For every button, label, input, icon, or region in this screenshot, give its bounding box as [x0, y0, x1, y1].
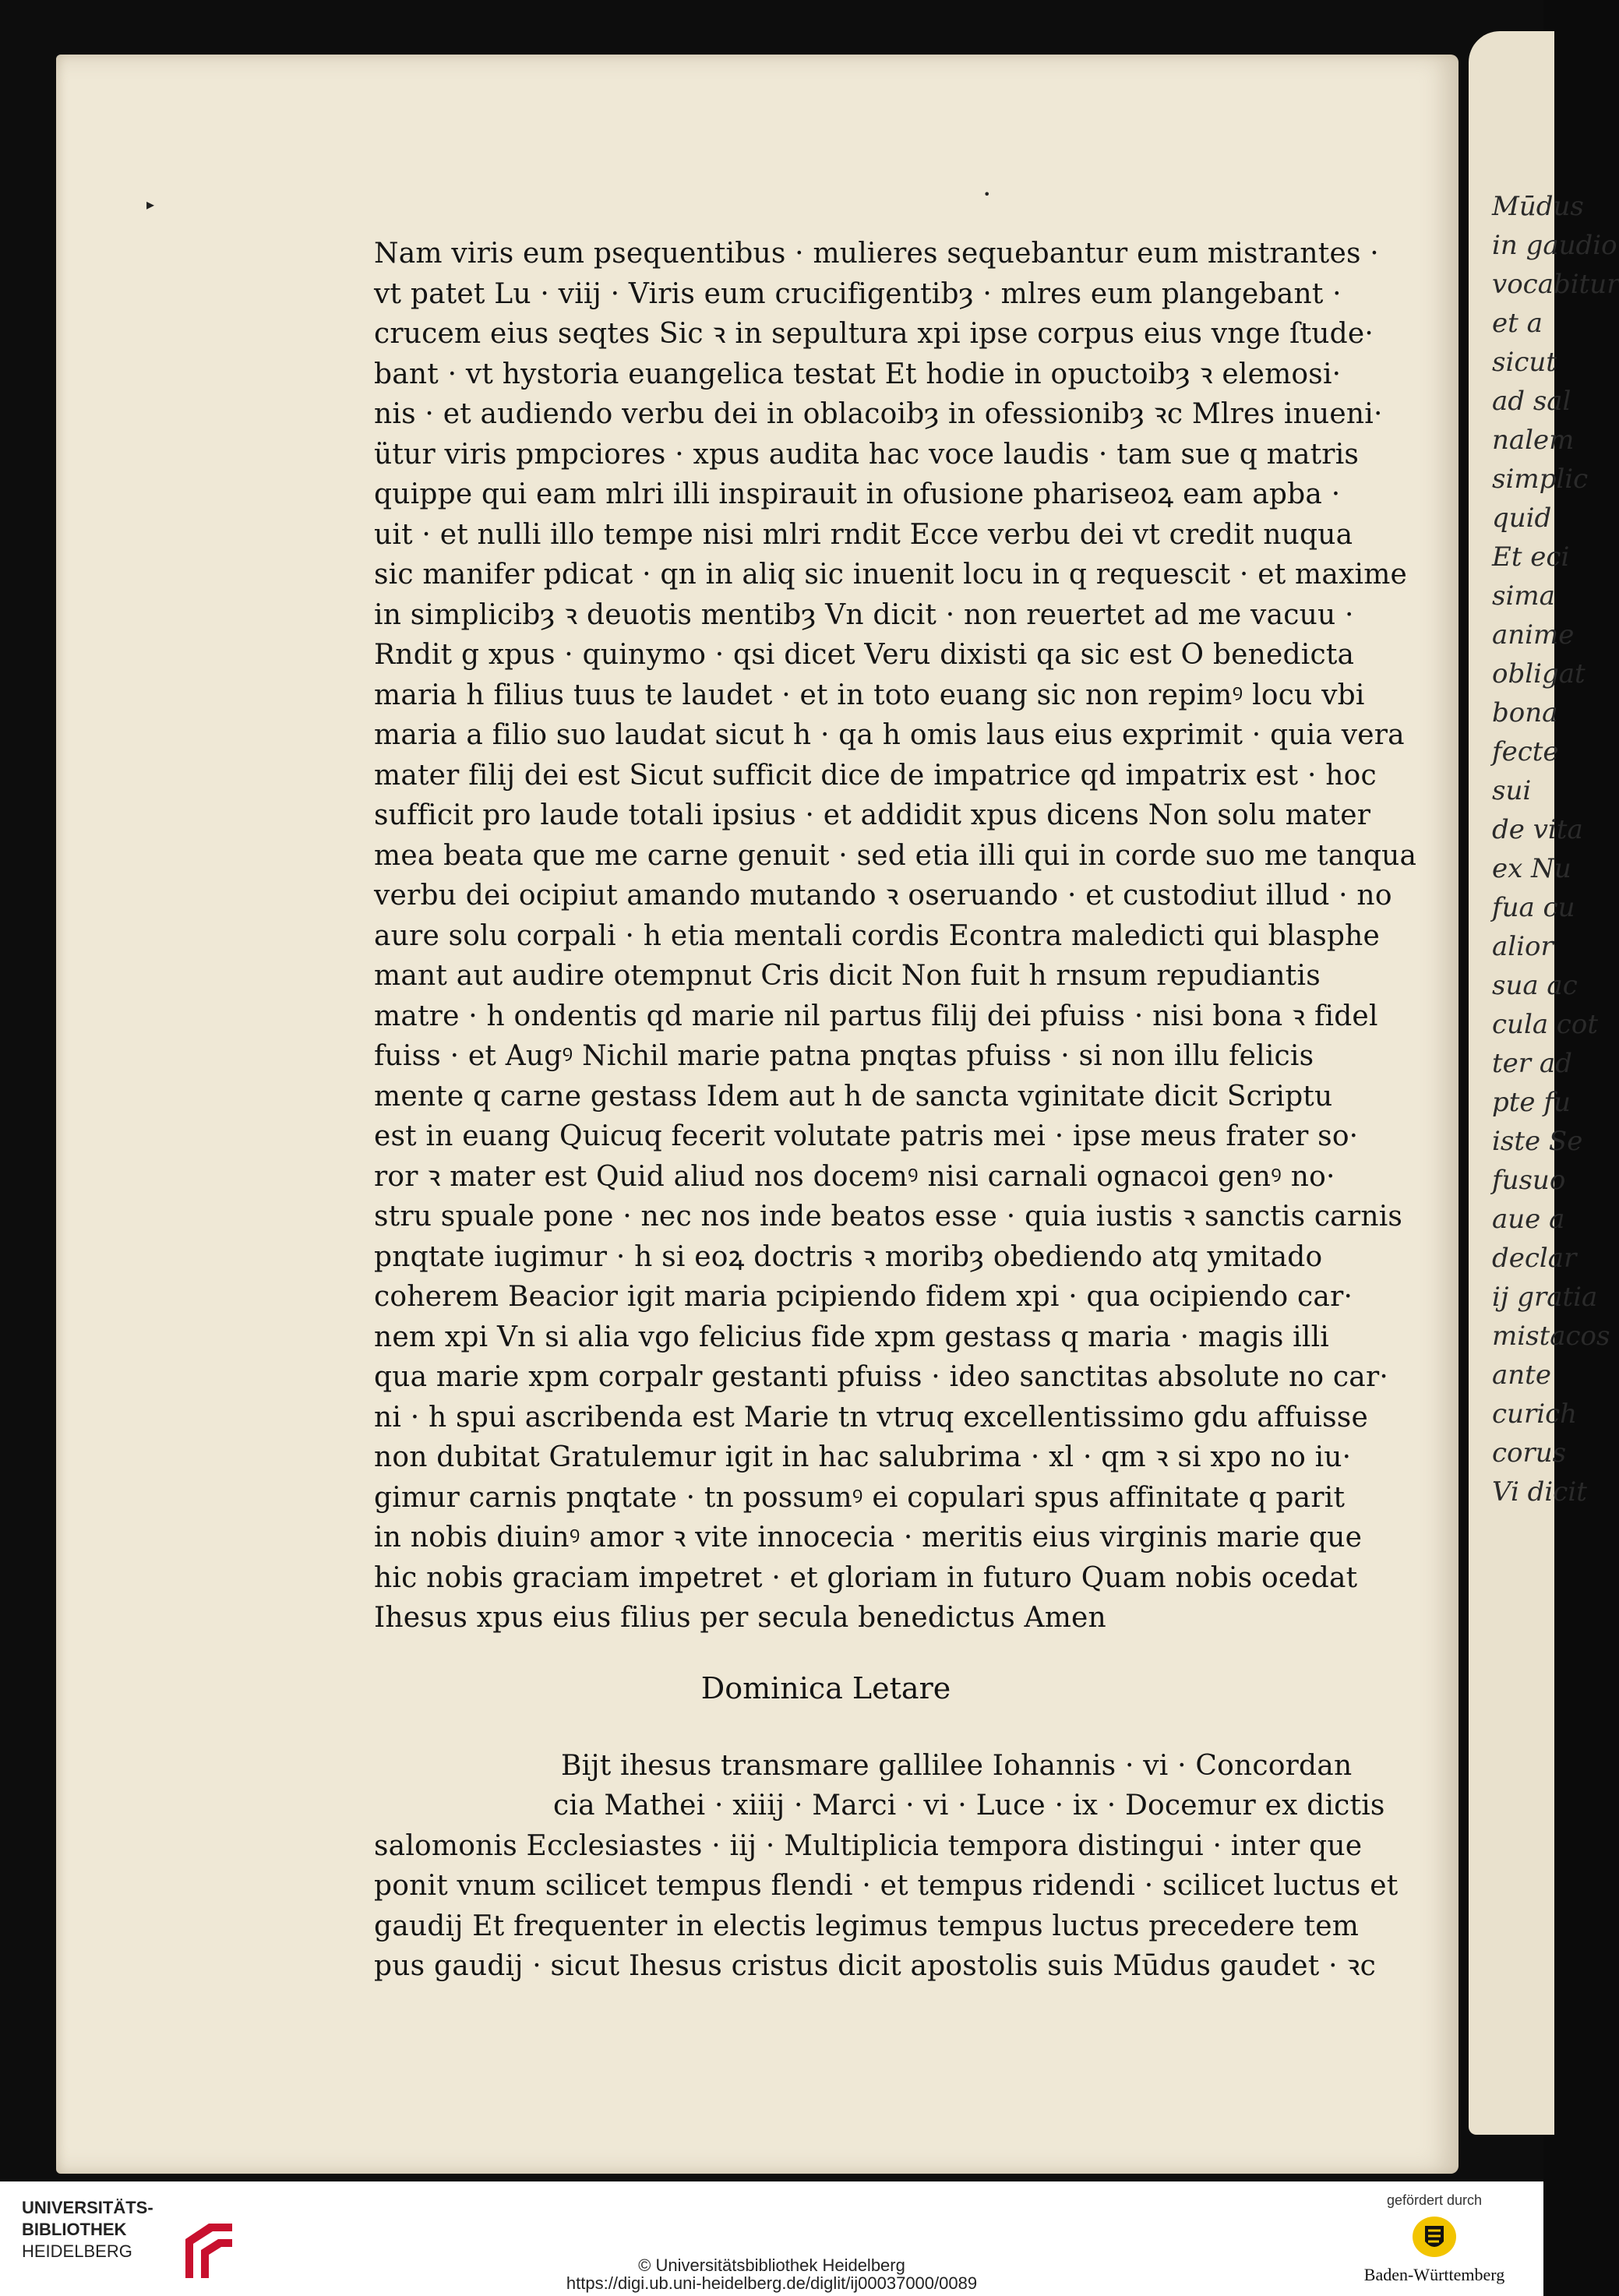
- margin-fragment: bona: [1492, 697, 1558, 728]
- margin-fragment: pte fu: [1492, 1087, 1571, 1118]
- margin-fragment: et a: [1492, 308, 1543, 339]
- permalink[interactable]: https://digi.ub.uni-heidelberg.de/diglit/ij00037000/0089: [566, 2273, 978, 2293]
- main-text-block: [374, 234, 1417, 1638]
- text-line: Nam viris eum psequentibus · mulieres sequebantur eum mistrantes ·: [374, 238, 1379, 270]
- text-line: sufficit pro laude totali ipsius · et addidit xpus dicens Non solu mater: [374, 799, 1371, 831]
- text-line: est in euang Quicuq fecerit volutate patris mei · ipse meus frater so·: [374, 1120, 1359, 1152]
- sponsor-name: Baden-Württemberg: [1363, 2265, 1505, 2284]
- margin-fragment: quid: [1492, 503, 1552, 534]
- section-text-line: ponit vnum scilicet tempus flendi · et tempus ridendi · scilicet luctus et: [374, 1870, 1399, 1902]
- margin-fragment: in gaudio: [1492, 230, 1617, 261]
- margin-fragment: Mūdus: [1492, 191, 1584, 222]
- margin-fragment: iste Se: [1492, 1126, 1583, 1157]
- margin-fragment: Vi dicit: [1492, 1476, 1587, 1508]
- margin-fragment: sima: [1492, 580, 1555, 612]
- text-line: gimur carnis pnqtate · tn possumꝰ ei copulari spus affinitate q parit: [374, 1481, 1346, 1514]
- margin-fragment: corus: [1492, 1437, 1567, 1469]
- margin-fragment: simplic: [1492, 464, 1589, 495]
- text-line: mente q carne gestass Idem aut h de sancta vginitate dicit Scriptu: [374, 1080, 1333, 1113]
- text-line: maria a filio suo laudat sicut h · qa h omis laus eius exprimit · quia vera: [374, 719, 1405, 751]
- coat-of-arms-icon: [1411, 2215, 1458, 2259]
- text-line: aure solu corpali · h etia mentali cordis Econtra maledicti qui blasphe: [374, 919, 1381, 952]
- margin-fragment: ante: [1492, 1360, 1551, 1391]
- document-body: [374, 234, 1417, 1987]
- text-line: Rndit g xpus · quinymo · qsi dicet Veru dixisti qa sic est O benedicta: [374, 639, 1355, 671]
- margin-fragment: mistacos: [1492, 1321, 1610, 1352]
- sponsor-label: gefördert durch: [1386, 2192, 1483, 2208]
- margin-fragment: ter ad: [1492, 1048, 1572, 1079]
- text-line: nem xpi Vn si alia vgo felicius fide xpm gestass q maria · magis illi: [374, 1321, 1330, 1353]
- section-heading: Dominica Letare: [700, 1670, 951, 1705]
- sponsor-box[interactable]: [1356, 2192, 1512, 2290]
- margin-fragment: ex Nu: [1492, 853, 1571, 884]
- adjacent-page-fragments: [1469, 31, 1619, 1511]
- margin-fragment: ij gratia: [1492, 1282, 1598, 1313]
- margin-fragment: curich: [1492, 1398, 1578, 1430]
- margin-fragment: fecte: [1492, 736, 1559, 767]
- text-line: bant · vt hystoria euangelica testat Et hodie in opuctoibȝ ꝛ elemosi·: [374, 358, 1342, 390]
- text-line: matre · h ondentis qd marie nil partus filij dei pfuiss · nisi bona ꝛ fidel: [374, 1000, 1378, 1032]
- text-line: hic nobis graciam impetret · et gloriam in futuro Quam nobis ocedat: [374, 1561, 1358, 1594]
- page-speck: ▸: [146, 195, 155, 213]
- text-line: mea beata que me carne genuit · sed etia illi qui in corde suo me tanqua: [374, 839, 1417, 872]
- margin-fragment: anime: [1492, 619, 1575, 651]
- text-line: quippe qui eam mlri illi inspirauit in ofusione phariseoꝝ eam apba ·: [374, 478, 1341, 510]
- library-name-line: HEIDELBERG: [22, 2241, 132, 2261]
- margin-fragment: ad sal: [1492, 386, 1571, 417]
- section-text-line: salomonis Ecclesiastes · iij · Multiplicia tempora distingui · inter que: [374, 1829, 1363, 1862]
- library-name-line: UNIVERSITÄTS-: [22, 2198, 153, 2217]
- section-text-line: Bijt ihesus transmare gallilee Iohannis · vi · Concordan: [561, 1749, 1353, 1782]
- text-line: vt patet Lu · viij · Viris eum crucifigentibȝ · mlres eum plangebant ·: [374, 277, 1342, 310]
- section-text-line: gaudij Et frequenter in electis legimus tempus luctus precedere tem: [374, 1910, 1360, 1942]
- section-text-line: pus gaudij · sicut Ihesus cristus dicit apostolis suis Mūdus gaudet · ꝛc: [374, 1950, 1376, 1982]
- copyright-notice: © Universitätsbibliothek Heidelberg: [638, 2255, 905, 2275]
- text-line: mant aut audire otempnut Cris dicit Non fuit h rnsum repudiantis: [374, 960, 1321, 992]
- library-name-line: BIBLIOTHEK: [22, 2220, 127, 2239]
- text-line: sic manifer pdicat · qn in aliq sic inuenit locu in q requescit · et maxime: [374, 559, 1408, 591]
- margin-fragment: obligat: [1492, 658, 1585, 690]
- margin-fragment: sicut: [1492, 347, 1557, 378]
- margin-fragment: aue a: [1492, 1204, 1565, 1235]
- margin-fragment: Et eci: [1492, 541, 1570, 573]
- text-line: verbu dei ocipiut amando mutando ꝛ oseruando · et custodiut illud · no: [374, 880, 1392, 912]
- text-line: in nobis diuinꝰ amor ꝛ vite innocecia · meritis eius virginis marie que: [374, 1522, 1363, 1554]
- text-line: non dubitat Gratulemur igit in hac salubrima · xl · qm ꝛ si xpo no iu·: [374, 1441, 1352, 1473]
- page-speck: •: [983, 187, 991, 202]
- margin-fragment: sua ac: [1492, 970, 1578, 1001]
- section-text-line: cia Mathei · xiiij · Marci · vi · Luce · ix · Docemur ex dictis: [553, 1790, 1385, 1822]
- margin-fragment: vocabitur: [1492, 269, 1619, 300]
- margin-fragment: fua cu: [1492, 892, 1575, 923]
- text-line: ütur viris pmpciores · xpus audita hac voce laudis · tam sue q matris: [374, 438, 1360, 471]
- adjacent-page-edge: [1469, 31, 1619, 2135]
- section-text-block: [374, 1746, 1399, 1987]
- text-line: uit · et nulli illo tempe nisi mlri rndit Ecce verbu dei vt credit nuqua: [374, 518, 1353, 551]
- text-line: maria h filius tuus te laudet · et in toto euang sic non repimꝰ locu vbi: [374, 679, 1365, 711]
- text-line: Ihesus xpus eius filius per secula benedictus Amen: [374, 1602, 1106, 1634]
- margin-fragment: sui: [1492, 775, 1532, 806]
- text-line: stru spuale pone · nec nos inde beatos esse · quia iustis ꝛ sanctis carnis: [374, 1201, 1403, 1233]
- margin-fragment: nalem: [1492, 425, 1575, 456]
- text-line: nis · et audiendo verbu dei in oblacoibȝ in ofessionibȝ ꝛc Mlres inueni·: [374, 398, 1383, 430]
- text-line: in simplicibȝ ꝛ deuotis mentibȝ Vn dicit · non reuertet ad me vacuu ·: [374, 598, 1354, 631]
- text-line: crucem eius seqtes Sic ꝛ in sepultura xpi ipse corpus eius vnge ſtude·: [374, 318, 1374, 350]
- text-line: ror ꝛ mater est Quid aliud nos docemꝰ nisi carnali ognacoi genꝰ no·: [374, 1160, 1335, 1193]
- margin-fragment: cula cot: [1492, 1009, 1599, 1040]
- viewer-footer: [0, 2181, 1543, 2296]
- text-line: mater filij dei est Sicut sufficit dice de impatrice qd impatrix est · hoc: [374, 759, 1377, 792]
- margin-fragment: alior: [1492, 931, 1554, 962]
- text-line: pnqtate iugimur · h si eoꝝ doctris ꝛ moribȝ obediendo atq ymitado: [374, 1240, 1323, 1273]
- text-line: qua marie xpm corpalr gestanti pfuiss · ideo sanctitas absolute no car·: [374, 1361, 1389, 1393]
- text-line: fuiss · et Augꝰ Nichil marie patna pnqtas pfuiss · si non illu felicis: [374, 1040, 1314, 1072]
- text-line: ni · h spui ascribenda est Marie tn vtruq excellentissimo gdu affuisse: [374, 1401, 1368, 1434]
- margin-fragment: de vita: [1492, 814, 1583, 845]
- margin-fragment: fusuo: [1492, 1165, 1566, 1196]
- text-line: coherem Beacior igit maria pcipiendo fidem xpi · qua ocipiendo car·: [374, 1281, 1353, 1313]
- margin-fragment: declar: [1492, 1243, 1577, 1274]
